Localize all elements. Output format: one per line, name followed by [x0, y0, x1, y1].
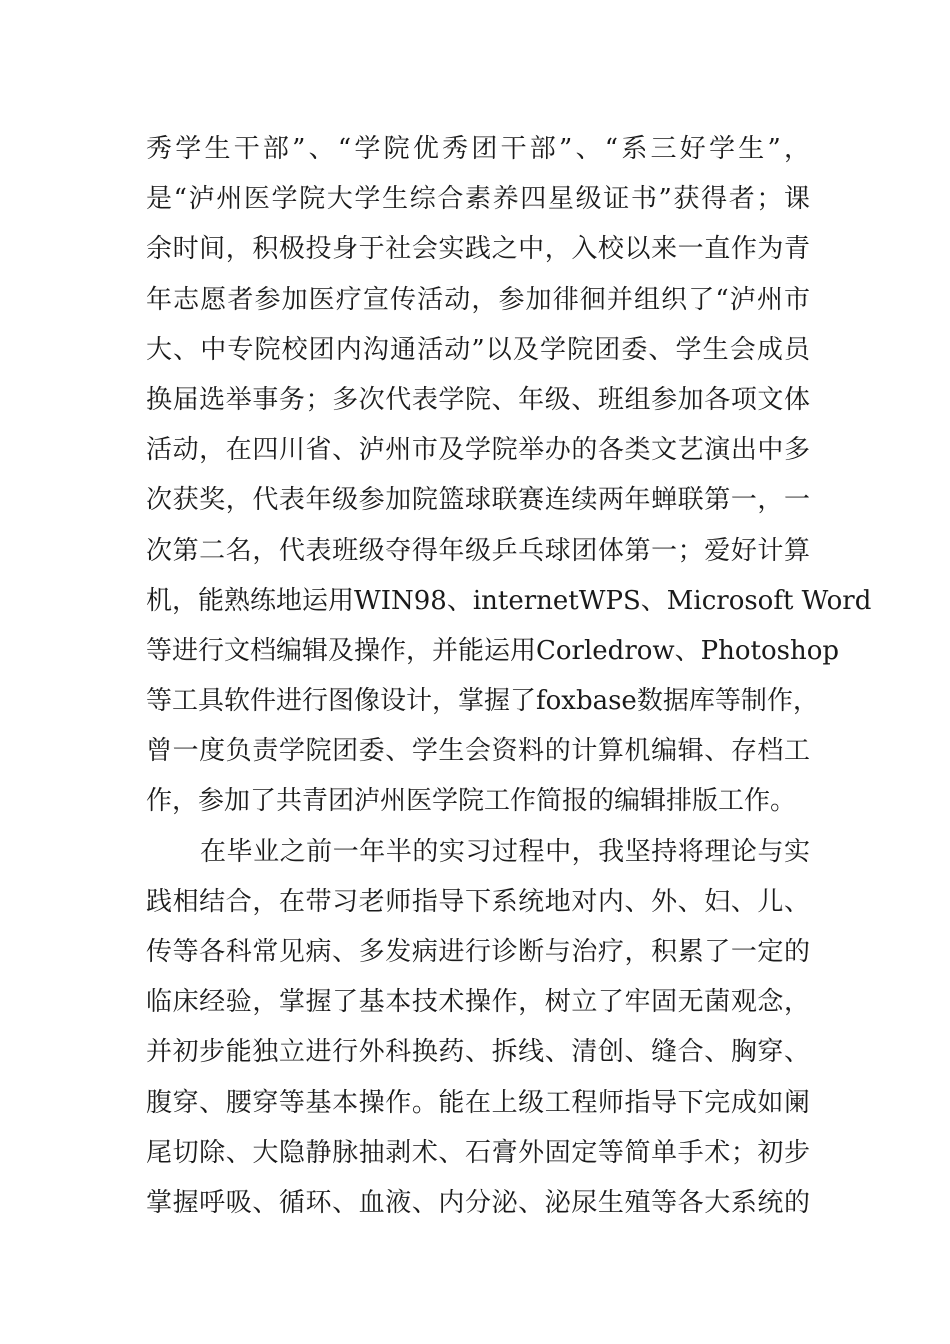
text-line: 并初步能独立进行外科换药、拆线、清创、缝合、胸穿、	[146, 1037, 810, 1068]
text-line: 在毕业之前一年半的实习过程中，我坚持将理论与实	[200, 836, 810, 867]
text-line: 等进行文档编辑及操作，并能运用Corledrow、Photoshop	[146, 635, 840, 666]
text-line: 腹穿、腰穿等基本操作。能在上级工程师指导下完成如阑	[146, 1087, 810, 1118]
text-line: 换届选举事务；多次代表学院、年级、班组参加各项文体	[146, 384, 810, 415]
text-line: 传等各科常见病、多发病进行诊断与治疗，积累了一定的	[146, 937, 810, 967]
text-line: 次获奖，代表年级参加院篮球联赛连续两年蝉联第一，一	[146, 485, 810, 516]
text-line: 尾切除、大隐静脉抽剥术、石膏外固定等简单手术；初步	[146, 1137, 810, 1168]
text-line: 掌握呼吸、循环、血液、内分泌、泌尿生殖等各大系统的	[146, 1187, 810, 1218]
text-line: 是“泸州医学院大学生综合素养四星级证书”获得者；课	[146, 184, 810, 215]
text-line: 次第二名，代表班级夺得年级乒乓球团体第一；爱好计算	[146, 535, 810, 566]
text-line: 作，参加了共青团泸州医学院工作简报的编辑排版工作。	[146, 786, 797, 817]
text-line: 曾一度负责学院团委、学生会资料的计算机编辑、存档工	[146, 736, 810, 767]
text-line: 临床经验，掌握了基本技术操作，树立了牢固无菌观念，	[146, 987, 810, 1018]
paragraph-2	[146, 827, 810, 1229]
body-text	[146, 124, 872, 1228]
text-line: 大、中专院校团内沟通活动”以及学院团委、学生会成员	[146, 334, 810, 365]
text-line: 践相结合，在带习老师指导下系统地对内、外、妇、儿、	[146, 886, 810, 917]
text-line: 年志愿者参加医疗宣传活动，参加徘徊并组织了“泸州市	[146, 284, 810, 315]
paragraph-1	[146, 124, 872, 827]
text-line: 余时间，积极投身于社会实践之中，入校以来一直作为青	[146, 234, 810, 265]
text-line: 等工具软件进行图像设计，掌握了foxbase数据库等制作，	[146, 686, 819, 717]
text-line: 秀学生干部”、“学院优秀团干部”、“系三好学生”，	[146, 134, 810, 164]
text-line: 活动，在四川省、泸州市及学院举办的各类文艺演出中多	[146, 435, 810, 466]
text-line: 机，能熟练地运用WIN98、internetWPS、Microsoft Word	[146, 585, 872, 616]
